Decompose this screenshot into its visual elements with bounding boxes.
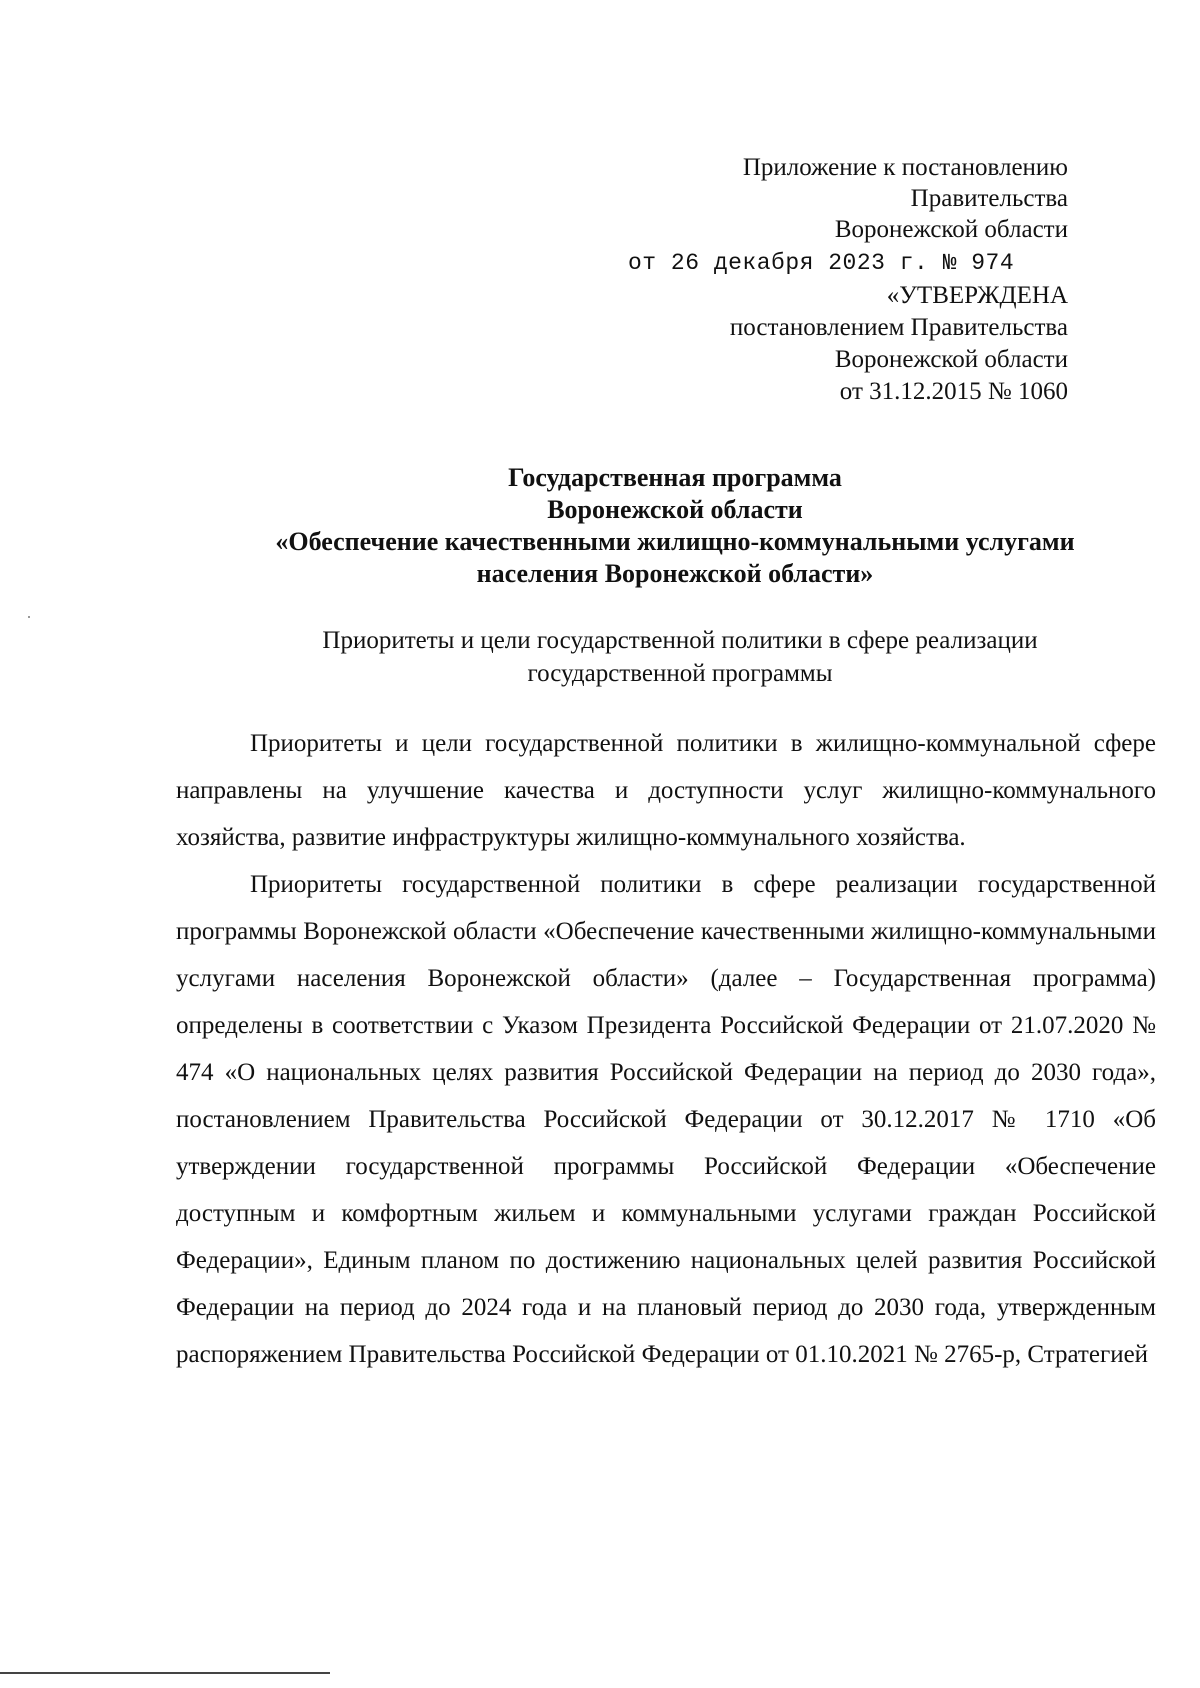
approval-line: Воронежской области (834, 346, 1068, 373)
title-line: Государственная программа (508, 463, 842, 492)
appendix-line: Воронежской области (834, 216, 1068, 243)
approval-line: постановлением Правительства (729, 314, 1068, 341)
approval-line: «УТВЕРЖДЕНА (886, 282, 1068, 309)
appendix-line: Правительства (910, 185, 1068, 212)
appendix-header (468, 152, 1068, 245)
section-heading-line: Приоритеты и цели государственной политики в сфере реализации (322, 627, 1038, 654)
scan-speck (28, 616, 30, 618)
section-heading-line: государственной программы (527, 660, 833, 687)
body-paragraph: Приоритеты и цели государственной политики в жилищно-коммунальной сфере направлены на улучшение качества и доступности услуг жилищно-коммунального хозяйства, развитие инфраструктуры жилищно-коммунального хозяйства. (176, 730, 1156, 851)
registration-stamp: от 26 декабря 2023 г. № 974 (628, 250, 1015, 276)
appendix-line: Приложение к постановлению (742, 154, 1068, 181)
title-line: населения Воронежской области» (476, 559, 874, 588)
body-paragraph: Приоритеты государственной политики в сфере реализации государственной программы Воронежской области «Обеспечение качественными жилищно-коммунальными услугами населения Воронежской области» (далее – Государственная программа) определены в соответствии с Указом Президента Российской Федерации от 21.07.2020 № 474 «О национальных целях развития Российской Федерации на период до 2030 года», постановлением Правительства Российской Федерации от 30.12.2017 № 1710 «Об утверждении государственной программы Российской Федерации «Обеспечение доступным и комфортным жильем и коммунальными услугами граждан Российской Федерации», Единым планом по достижению национальных целей развития Российской Федерации на период до 2024 года и на плановый период до 2030 года, утвержденным распоряжением Правительства Российской Федерации от 01.10.2021 № 2765-р, Стратегией (176, 871, 1156, 1368)
approval-header (468, 280, 1068, 408)
scan-edge-mark (0, 1672, 330, 1674)
approval-line: от 31.12.2015 № 1060 (839, 378, 1068, 405)
title-line: «Обеспечение качественными жилищно-коммунальными услугами (275, 527, 1075, 556)
section-heading (200, 624, 1160, 690)
title-line: Воронежской области (547, 495, 803, 524)
body-text (176, 720, 1156, 1378)
document-title (175, 462, 1175, 590)
